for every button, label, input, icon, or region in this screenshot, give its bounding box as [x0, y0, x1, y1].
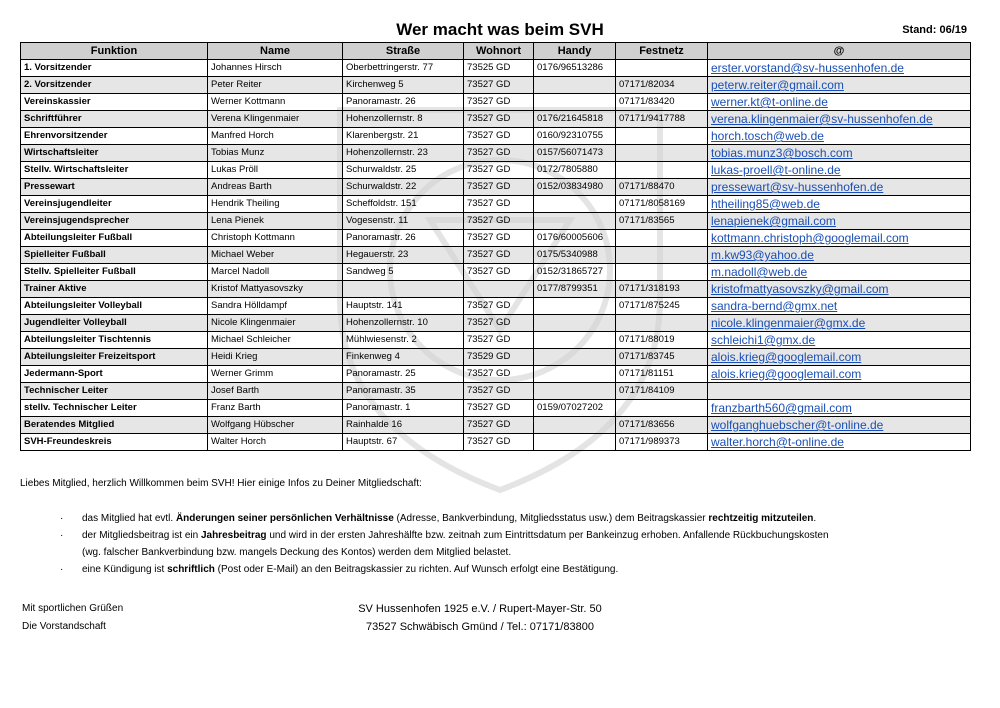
- table-row: [21, 247, 971, 264]
- cell-funktion: Beratendes Mitglied: [21, 417, 208, 434]
- cell-strasse: Panoramastr. 25: [343, 366, 464, 383]
- cell-festnetz: [616, 264, 708, 281]
- email-link[interactable]: m.kw93@yahoo.de: [708, 247, 971, 264]
- table-row: [21, 281, 971, 298]
- cell-name: Lukas Pröll: [208, 162, 343, 179]
- club-address: [330, 600, 630, 636]
- cell-handy: [534, 332, 616, 349]
- cell-strasse: Kirchenweg 5: [343, 77, 464, 94]
- cell-handy: 0172/7805880: [534, 162, 616, 179]
- intro-text: Liebes Mitglied, herzlich Willkommen beim SVH! Hier einige Infos zu Deiner Mitgliedschaft:: [20, 478, 422, 489]
- contact-table: [20, 42, 971, 451]
- email-link[interactable]: verena.klingenmaier@sv-hussenhofen.de: [708, 111, 971, 128]
- cell-handy: 0177/8799351: [534, 281, 616, 298]
- table-row: [21, 196, 971, 213]
- cell-handy: [534, 213, 616, 230]
- cell-festnetz: 07171/83745: [616, 349, 708, 366]
- note-text: (Adresse, Bankverbindung, Mitgliedsstatus usw.) dem Beitragskassier: [393, 513, 709, 524]
- cell-festnetz: [616, 162, 708, 179]
- cell-name: Michael Schleicher: [208, 332, 343, 349]
- cell-name: Marcel Nadoll: [208, 264, 343, 281]
- cell-festnetz: 07171/875245: [616, 298, 708, 315]
- note-text: eine Kündigung ist: [82, 564, 168, 575]
- email-link[interactable]: werner.kt@t-online.de: [708, 94, 971, 111]
- cell-strasse: Finkenweg 4: [343, 349, 464, 366]
- cell-handy: [534, 383, 616, 400]
- stand-date: Stand: 06/19: [902, 24, 967, 36]
- cell-strasse: Hohenzollernstr. 23: [343, 145, 464, 162]
- note-text: .: [813, 513, 817, 524]
- cell-funktion: Ehrenvorsitzender: [21, 128, 208, 145]
- note-emphasis: Änderungen seiner persönlichen Verhältnisse: [175, 513, 394, 524]
- cell-strasse: Rainhalde 16: [343, 417, 464, 434]
- email-link[interactable]: [708, 383, 971, 400]
- cell-funktion: Abteilungsleiter Fußball: [21, 230, 208, 247]
- cell-festnetz: 07171/83565: [616, 213, 708, 230]
- cell-handy: 0152/03834980: [534, 179, 616, 196]
- cell-name: Kristof Mattyasovszky: [208, 281, 343, 298]
- note-text: (Post oder E-Mail) an den Beitragskassier zu richten. Auf Wunsch erfolgt eine Bestätigung.: [214, 564, 619, 575]
- cell-strasse: Panoramastr. 26: [343, 94, 464, 111]
- cell-festnetz: [616, 145, 708, 162]
- cell-wohnort: [464, 281, 534, 298]
- cell-funktion: Abteilungsleiter Freizeitsport: [21, 349, 208, 366]
- cell-handy: 0159/07027202: [534, 400, 616, 417]
- list-item: [60, 561, 960, 578]
- cell-festnetz: [616, 400, 708, 417]
- table-row: [21, 417, 971, 434]
- cell-name: Wolfgang Hübscher: [208, 417, 343, 434]
- cell-festnetz: [616, 60, 708, 77]
- cell-festnetz: 07171/83420: [616, 94, 708, 111]
- cell-wohnort: 73527 GD: [464, 332, 534, 349]
- cell-festnetz: 07171/84109: [616, 383, 708, 400]
- cell-wohnort: 73527 GD: [464, 434, 534, 451]
- note-text: der Mitgliedsbeitrag ist ein: [82, 530, 201, 541]
- cell-wohnort: 73527 GD: [464, 383, 534, 400]
- cell-funktion: Vereinsjugendsprecher: [21, 213, 208, 230]
- cell-wohnort: 73527 GD: [464, 196, 534, 213]
- cell-strasse: Panoramastr. 26: [343, 230, 464, 247]
- table-row: [21, 111, 971, 128]
- cell-wohnort: 73527 GD: [464, 417, 534, 434]
- cell-wohnort: 73527 GD: [464, 94, 534, 111]
- column-header-name: Name: [208, 43, 343, 60]
- table-header-row: [21, 43, 971, 60]
- cell-handy: [534, 196, 616, 213]
- cell-wohnort: 73527 GD: [464, 179, 534, 196]
- cell-strasse: Hohenzollernstr. 8: [343, 111, 464, 128]
- email-link[interactable]: kristofmattyasovszky@gmail.com: [708, 281, 971, 298]
- email-link[interactable]: m.nadoll@web.de: [708, 264, 971, 281]
- cell-wohnort: 73527 GD: [464, 298, 534, 315]
- column-header-wohnort: Wohnort: [464, 43, 534, 60]
- cell-strasse: Sandweg 5: [343, 264, 464, 281]
- cell-name: Walter Horch: [208, 434, 343, 451]
- cell-festnetz: [616, 128, 708, 145]
- email-link[interactable]: lukas-proell@t-online.de: [708, 162, 971, 179]
- cell-funktion: Jugendleiter Volleyball: [21, 315, 208, 332]
- cell-name: Josef Barth: [208, 383, 343, 400]
- email-link[interactable]: wolfganghuebscher@t-online.de: [708, 417, 971, 434]
- cell-wohnort: 73527 GD: [464, 77, 534, 94]
- cell-funktion: Pressewart: [21, 179, 208, 196]
- column-header-festnetz: Festnetz: [616, 43, 708, 60]
- cell-festnetz: 07171/88019: [616, 332, 708, 349]
- table-row: [21, 298, 971, 315]
- bullet-marker: ·: [60, 564, 64, 575]
- cell-strasse: Hohenzollernstr. 10: [343, 315, 464, 332]
- email-link[interactable]: htheiling85@web.de: [708, 196, 971, 213]
- email-link[interactable]: peterw.reiter@gmail.com: [708, 77, 971, 94]
- cell-handy: 0160/92310755: [534, 128, 616, 145]
- table-row: [21, 213, 971, 230]
- cell-handy: [534, 298, 616, 315]
- column-header-email: @: [708, 43, 971, 60]
- email-link[interactable]: sandra-bernd@gmx.net: [708, 298, 971, 315]
- table-row: [21, 230, 971, 247]
- cell-funktion: Trainer Aktive: [21, 281, 208, 298]
- page-title: Wer macht was beim SVH: [396, 20, 604, 39]
- cell-wohnort: 73527 GD: [464, 315, 534, 332]
- table-row: [21, 366, 971, 383]
- cell-wohnort: 73527 GD: [464, 247, 534, 264]
- column-header-strasse: Straße: [343, 43, 464, 60]
- cell-handy: [534, 315, 616, 332]
- bullet-marker: ·: [60, 513, 64, 524]
- cell-strasse: Oberbettringerstr. 77: [343, 60, 464, 77]
- cell-name: Peter Reiter: [208, 77, 343, 94]
- cell-name: Hendrik Theiling: [208, 196, 343, 213]
- cell-funktion: SVH-Freundeskreis: [21, 434, 208, 451]
- table-row: [21, 332, 971, 349]
- cell-festnetz: 07171/318193: [616, 281, 708, 298]
- cell-name: Heidi Krieg: [208, 349, 343, 366]
- cell-handy: 0176/21645818: [534, 111, 616, 128]
- cell-strasse: Hauptstr. 67: [343, 434, 464, 451]
- cell-strasse: Panoramastr. 35: [343, 383, 464, 400]
- cell-strasse: Panoramastr. 1: [343, 400, 464, 417]
- column-header-handy: Handy: [534, 43, 616, 60]
- cell-funktion: Vereinskassier: [21, 94, 208, 111]
- cell-name: Franz Barth: [208, 400, 343, 417]
- email-link[interactable]: walter.horch@t-online.de: [708, 434, 971, 451]
- cell-handy: 0176/96513286: [534, 60, 616, 77]
- note-text: (wg. falscher Bankverbindung bzw. mangels Deckung des Kontos) werden dem Mitglied belastet.: [82, 547, 512, 558]
- cell-festnetz: 07171/81151: [616, 366, 708, 383]
- table-row: [21, 60, 971, 77]
- signature: Die Vorstandschaft: [22, 621, 106, 632]
- greeting: Mit sportlichen Grüßen: [22, 603, 124, 614]
- table-row: [21, 145, 971, 162]
- table-row: [21, 179, 971, 196]
- cell-wohnort: 73527 GD: [464, 162, 534, 179]
- cell-handy: [534, 434, 616, 451]
- cell-funktion: Abteilungsleiter Volleyball: [21, 298, 208, 315]
- cell-strasse: Klarenbergstr. 21: [343, 128, 464, 145]
- cell-wohnort: 73527 GD: [464, 145, 534, 162]
- table-row: [21, 383, 971, 400]
- cell-wohnort: 73527 GD: [464, 264, 534, 281]
- email-link[interactable]: kottmann.christoph@googlemail.com: [708, 230, 971, 247]
- cell-wohnort: 73527 GD: [464, 400, 534, 417]
- cell-handy: [534, 77, 616, 94]
- cell-funktion: Schriftführer: [21, 111, 208, 128]
- cell-wohnort: 73525 GD: [464, 60, 534, 77]
- email-link[interactable]: tobias.munz3@bosch.com: [708, 145, 971, 162]
- table-row: [21, 264, 971, 281]
- cell-handy: [534, 417, 616, 434]
- cell-funktion: Jedermann-Sport: [21, 366, 208, 383]
- cell-festnetz: 07171/989373: [616, 434, 708, 451]
- cell-funktion: Stellv. Spielleiter Fußball: [21, 264, 208, 281]
- cell-festnetz: 07171/88470: [616, 179, 708, 196]
- cell-strasse: Mühlwiesenstr. 2: [343, 332, 464, 349]
- table-row: [21, 94, 971, 111]
- club-address-line: 73527 Schwäbisch Gmünd / Tel.: 07171/83800: [366, 621, 594, 633]
- cell-handy: 0175/5340988: [534, 247, 616, 264]
- cell-wohnort: 73527 GD: [464, 213, 534, 230]
- cell-handy: 0176/60005606: [534, 230, 616, 247]
- cell-name: Werner Kottmann: [208, 94, 343, 111]
- email-link[interactable]: horch.tosch@web.de: [708, 128, 971, 145]
- cell-strasse: Schurwaldstr. 25: [343, 162, 464, 179]
- table-row: [21, 434, 971, 451]
- table-row: [21, 315, 971, 332]
- cell-name: Nicole Klingenmaier: [208, 315, 343, 332]
- table-row: [21, 400, 971, 417]
- email-link[interactable]: alois.krieg@googlemail.com: [708, 349, 971, 366]
- note-emphasis: rechtzeitig mitzuteilen: [708, 513, 814, 524]
- note-text: das Mitglied hat evtl.: [82, 513, 176, 524]
- cell-funktion: 2. Vorsitzender: [21, 77, 208, 94]
- email-link[interactable]: erster.vorstand@sv-hussenhofen.de: [708, 60, 971, 77]
- cell-name: Sandra Hölldampf: [208, 298, 343, 315]
- cell-festnetz: 07171/8058169: [616, 196, 708, 213]
- cell-strasse: [343, 281, 464, 298]
- cell-name: Andreas Barth: [208, 179, 343, 196]
- cell-name: Tobias Munz: [208, 145, 343, 162]
- cell-name: Michael Weber: [208, 247, 343, 264]
- cell-strasse: Scheffoldstr. 151: [343, 196, 464, 213]
- cell-name: Johannes Hirsch: [208, 60, 343, 77]
- cell-festnetz: [616, 315, 708, 332]
- cell-name: Verena Klingenmaier: [208, 111, 343, 128]
- email-link[interactable]: nicole.klingenmaier@gmx.de: [708, 315, 971, 332]
- cell-funktion: Spielleiter Fußball: [21, 247, 208, 264]
- cell-handy: [534, 349, 616, 366]
- table-row: [21, 162, 971, 179]
- email-link[interactable]: schleichi1@gmx.de: [708, 332, 971, 349]
- table-row: [21, 349, 971, 366]
- footer-signature: [22, 600, 123, 636]
- club-address-line: SV Hussenhofen 1925 e.V. / Rupert-Mayer-Str. 50: [358, 603, 602, 615]
- cell-funktion: Wirtschaftsleiter: [21, 145, 208, 162]
- list-item: [60, 510, 960, 527]
- cell-wohnort: 73527 GD: [464, 111, 534, 128]
- cell-wohnort: 73529 GD: [464, 349, 534, 366]
- note-text: und wird in der ersten Jahreshälfte bzw. zeitnah zum Eintrittsdatum per Bankeinzug erhoben. Anfallende Rückbuchungskosten: [266, 530, 829, 541]
- column-header-funktion: Funktion: [21, 43, 208, 60]
- cell-handy: [534, 366, 616, 383]
- cell-funktion: Vereinsjugendleiter: [21, 196, 208, 213]
- cell-funktion: stellv. Technischer Leiter: [21, 400, 208, 417]
- cell-name: Werner Grimm: [208, 366, 343, 383]
- cell-festnetz: 07171/82034: [616, 77, 708, 94]
- cell-festnetz: 07171/9417788: [616, 111, 708, 128]
- table-row: [21, 128, 971, 145]
- cell-handy: 0157/56071473: [534, 145, 616, 162]
- table-row: [21, 77, 971, 94]
- cell-wohnort: 73527 GD: [464, 366, 534, 383]
- cell-strasse: Hauptstr. 141: [343, 298, 464, 315]
- cell-name: Manfred Horch: [208, 128, 343, 145]
- email-link[interactable]: lenapienek@gmail.com: [708, 213, 971, 230]
- email-link[interactable]: alois.krieg@googlemail.com: [708, 366, 971, 383]
- cell-wohnort: 73527 GD: [464, 230, 534, 247]
- cell-name: Lena Pienek: [208, 213, 343, 230]
- email-link[interactable]: pressewart@sv-hussenhofen.de: [708, 179, 971, 196]
- member-notes: [60, 510, 960, 578]
- cell-strasse: Hegauerstr. 23: [343, 247, 464, 264]
- table-body: [21, 60, 971, 451]
- note-emphasis: schriftlich: [167, 564, 215, 575]
- cell-funktion: Stellv. Wirtschaftsleiter: [21, 162, 208, 179]
- cell-festnetz: [616, 230, 708, 247]
- cell-handy: [534, 94, 616, 111]
- email-link[interactable]: franzbarth560@gmail.com: [708, 400, 971, 417]
- cell-funktion: Technischer Leiter: [21, 383, 208, 400]
- cell-strasse: Vogesenstr. 11: [343, 213, 464, 230]
- cell-festnetz: [616, 247, 708, 264]
- cell-name: Christoph Kottmann: [208, 230, 343, 247]
- cell-funktion: Abteilungsleiter Tischtennis: [21, 332, 208, 349]
- list-item: [60, 527, 960, 561]
- cell-wohnort: 73527 GD: [464, 128, 534, 145]
- note-emphasis: Jahresbeitrag: [200, 530, 267, 541]
- cell-festnetz: 07171/83656: [616, 417, 708, 434]
- cell-funktion: 1. Vorsitzender: [21, 60, 208, 77]
- bullet-marker: ·: [60, 530, 64, 541]
- cell-strasse: Schurwaldstr. 22: [343, 179, 464, 196]
- cell-handy: 0152/31865727: [534, 264, 616, 281]
